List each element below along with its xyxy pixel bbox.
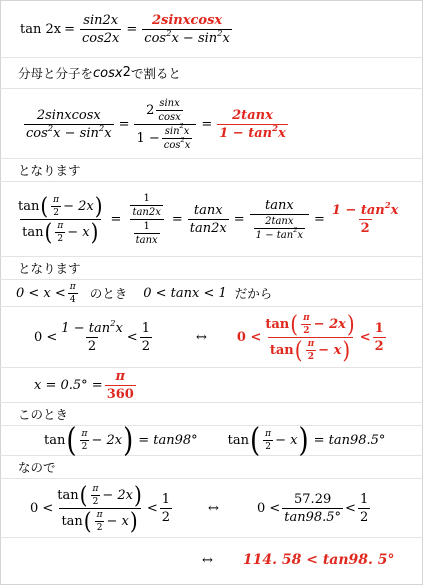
denominator — [217, 124, 288, 141]
fraction — [140, 321, 152, 354]
numerator: 2tanx — [232, 107, 273, 123]
t: tan — [18, 198, 40, 214]
numerator: tanx — [264, 197, 294, 213]
fraction — [134, 221, 160, 246]
fraction — [130, 193, 162, 218]
numerator: π — [307, 338, 315, 349]
t: 0 < — [30, 500, 54, 516]
paren: ) — [342, 336, 351, 364]
t: − x — [275, 433, 298, 448]
t: x − sin — [53, 125, 99, 141]
numerator — [144, 98, 187, 124]
t: 2 — [47, 122, 54, 133]
t: tan — [227, 433, 250, 448]
numerator: 57.29 — [294, 491, 332, 507]
fraction — [90, 484, 100, 507]
paren: ) — [123, 421, 134, 460]
t: x — [184, 139, 191, 151]
equation-tan-ratio — [0, 184, 423, 254]
denominator: 4 — [69, 294, 76, 305]
t: 2 — [384, 199, 391, 210]
numerator: π — [69, 281, 76, 292]
equals: = — [110, 211, 122, 227]
t: x — [115, 320, 123, 336]
numerator — [330, 199, 401, 219]
fraction — [68, 282, 78, 305]
final-result — [0, 542, 423, 578]
grid-line — [0, 306, 423, 307]
t: 1 − tan — [219, 125, 273, 141]
denominator: 2 — [53, 207, 59, 218]
paren: ) — [90, 218, 99, 246]
t: 2 — [98, 122, 105, 133]
t: 0 < x < — [16, 285, 66, 301]
grid-line — [0, 181, 423, 182]
t: − 2x — [313, 316, 346, 332]
equals: = — [313, 211, 325, 227]
t: x = 0.5° = — [34, 377, 103, 393]
denominator: tan2x — [132, 206, 161, 218]
t: このとき — [18, 407, 69, 422]
fraction — [142, 13, 232, 46]
t: 分母と分子を — [18, 66, 94, 81]
equation-double-angle — [0, 6, 423, 52]
t: のとき — [89, 286, 128, 301]
result: 114. 58 < tan98. 5° — [242, 552, 395, 568]
numerator — [126, 193, 166, 219]
fraction — [263, 429, 273, 452]
fraction — [188, 203, 229, 236]
paren: ( — [294, 336, 303, 364]
t: 2 — [293, 225, 298, 234]
t: x — [104, 125, 112, 141]
fraction — [282, 492, 343, 525]
equals: = — [201, 116, 213, 132]
t: cos — [144, 30, 167, 46]
t: tan — [22, 224, 44, 240]
denominator: 2 — [360, 220, 370, 236]
t: 1 − tan — [331, 202, 385, 218]
numerator: π — [96, 509, 103, 520]
numerator: sinx — [159, 97, 180, 109]
grid-line — [0, 57, 423, 58]
denominator: 2 — [359, 509, 369, 525]
denominator: tan2x — [189, 220, 227, 236]
grid-line — [0, 88, 423, 89]
denominator: 360 — [106, 386, 134, 402]
paren: ) — [129, 507, 138, 535]
numerator: 1 — [143, 220, 150, 232]
numerator: π — [265, 429, 272, 439]
denominator: 2 — [303, 325, 310, 336]
numerator: 2tanx — [265, 215, 294, 227]
fraction — [126, 193, 166, 246]
paren: ) — [134, 481, 142, 509]
numerator: 1 — [374, 320, 384, 336]
text-then — [0, 403, 423, 425]
numerator: π — [92, 483, 99, 494]
t: x — [222, 30, 230, 46]
t: 2 — [217, 27, 223, 38]
numerator: 1 — [359, 491, 369, 507]
t: < — [359, 329, 371, 345]
grid-line — [0, 537, 423, 538]
t: tan — [57, 487, 79, 503]
t: となります — [18, 163, 81, 178]
denominator — [130, 219, 164, 246]
denominator: tanx — [135, 234, 158, 246]
paren: ( — [290, 310, 299, 338]
fraction — [330, 199, 401, 236]
fraction — [358, 492, 370, 525]
equation-divide — [0, 92, 423, 156]
numerator: sin2x — [83, 12, 119, 28]
denominator: 2 — [92, 496, 99, 507]
fraction — [95, 510, 105, 533]
numerator: π — [115, 368, 126, 384]
inequality-numeric — [0, 480, 423, 536]
numerator: π — [81, 429, 88, 439]
text-therefore — [0, 456, 423, 478]
paren: ( — [66, 421, 77, 460]
denominator: 2 — [87, 338, 97, 354]
t: x — [390, 202, 399, 218]
numerator: 2sinxcosx — [152, 12, 223, 28]
denominator — [20, 219, 101, 244]
denominator — [268, 337, 353, 362]
numerator: 2sinxcosx — [36, 107, 101, 123]
t: 0 < — [256, 500, 281, 516]
iff: ↔ — [208, 500, 219, 516]
equals: = — [126, 21, 138, 37]
denominator: 2 — [57, 233, 64, 244]
denominator — [142, 29, 232, 46]
t: 2 — [166, 27, 172, 38]
t: = tan98° — [138, 433, 198, 448]
numerator: 1 — [143, 192, 150, 204]
t: tan — [265, 316, 290, 332]
fraction — [80, 13, 121, 46]
denominator: 2 — [81, 442, 88, 452]
numerator — [16, 192, 106, 220]
t: = tan98.5° — [313, 433, 386, 448]
denominator — [134, 121, 196, 151]
denominator: 2 — [307, 351, 314, 362]
numerator: π — [303, 312, 310, 323]
denominator — [24, 124, 114, 141]
t: 0 < — [236, 329, 262, 345]
condition-line — [0, 280, 423, 306]
t: tan — [61, 513, 83, 529]
equals: = — [233, 211, 245, 227]
t: sin — [164, 125, 180, 137]
red-inequality — [236, 310, 388, 364]
t: − 2x — [91, 433, 123, 448]
paren: ( — [83, 507, 92, 535]
denominator — [162, 135, 193, 151]
denominator — [59, 508, 140, 533]
t: 0 < tanx < 1 — [143, 285, 227, 301]
t: tan — [269, 342, 294, 358]
numerator — [55, 481, 145, 509]
x-value — [0, 368, 423, 402]
iff: ↔ — [202, 552, 213, 568]
numerator: 1 — [141, 320, 150, 336]
denominator — [254, 225, 305, 241]
fraction — [306, 339, 317, 362]
equals: = — [64, 21, 75, 37]
t: x − sin — [171, 30, 218, 46]
t: cos — [163, 139, 181, 151]
t: 2 — [272, 122, 278, 133]
t: tan — [44, 433, 66, 448]
denominator: cosx — [158, 111, 181, 123]
numerator: tanx — [193, 202, 223, 218]
t: < — [345, 500, 356, 516]
fraction — [217, 108, 288, 141]
text-divide: 分母と分子を cosx 2 で割ると — [18, 65, 181, 81]
fraction — [254, 216, 305, 241]
t: 0 < — [34, 329, 58, 345]
paren: ( — [250, 421, 261, 460]
t: − 2x — [63, 198, 94, 214]
t: − x — [67, 224, 90, 240]
numerator — [59, 317, 125, 337]
fraction — [80, 429, 90, 452]
t: x — [277, 125, 286, 141]
fraction — [263, 310, 357, 364]
t: 2 — [179, 121, 184, 130]
t: で割ると — [130, 66, 181, 81]
t: < — [126, 329, 138, 345]
fraction — [24, 108, 114, 141]
fraction — [156, 98, 182, 123]
t: 1 − — [136, 130, 160, 146]
t: だから — [234, 286, 273, 301]
fraction — [105, 369, 136, 402]
t: < — [146, 500, 158, 516]
numerator — [263, 310, 357, 338]
t: 1 − tan — [255, 229, 294, 241]
fraction — [55, 221, 65, 244]
t: 2 — [146, 102, 155, 118]
t: 1 − tan — [61, 320, 111, 336]
t: 2 — [110, 317, 116, 328]
t: となります — [18, 261, 81, 276]
equals: = — [118, 116, 130, 132]
paren: ) — [298, 421, 309, 460]
denominator: 2 — [374, 338, 384, 354]
numerator: π — [53, 194, 60, 205]
tan-values — [0, 421, 423, 460]
denominator — [250, 214, 309, 241]
fraction — [16, 192, 106, 246]
fraction — [301, 313, 312, 336]
iff: ↔ — [195, 329, 207, 345]
paren: ( — [79, 481, 88, 509]
t: − x — [106, 513, 129, 529]
t: x — [297, 229, 303, 241]
denominator: 2 — [96, 522, 103, 533]
paren: ) — [346, 310, 355, 338]
equals: = — [171, 211, 183, 227]
fraction — [59, 317, 125, 354]
paren: ( — [40, 192, 49, 220]
denominator: cos2x — [82, 30, 120, 46]
lhs: tan 2x — [20, 21, 62, 37]
numerator — [163, 121, 192, 138]
numerator: π — [57, 220, 64, 231]
fraction — [373, 321, 386, 354]
t: − x — [318, 342, 342, 358]
grid-line — [0, 478, 423, 479]
denominator: 2 — [141, 338, 150, 354]
fraction — [55, 481, 145, 535]
t: cosx — [93, 65, 123, 81]
fraction — [160, 492, 172, 525]
paren: ( — [44, 218, 53, 246]
t: なので — [18, 460, 56, 475]
fraction — [134, 98, 196, 151]
t: − 2x — [102, 487, 134, 503]
text-result-2 — [0, 257, 423, 279]
fraction — [51, 195, 61, 218]
t: 2 — [180, 135, 185, 144]
paren: ) — [94, 192, 103, 220]
denominator: 2 — [265, 442, 271, 452]
denominator: 2 — [161, 509, 171, 525]
t: x — [183, 125, 190, 137]
denominator: tan98.5° — [284, 509, 342, 525]
text-result — [0, 159, 423, 181]
fraction — [250, 198, 309, 241]
numerator: 1 — [161, 491, 171, 507]
inequality-equivalence — [0, 308, 423, 366]
fraction — [162, 121, 193, 151]
t: cos — [26, 125, 48, 141]
